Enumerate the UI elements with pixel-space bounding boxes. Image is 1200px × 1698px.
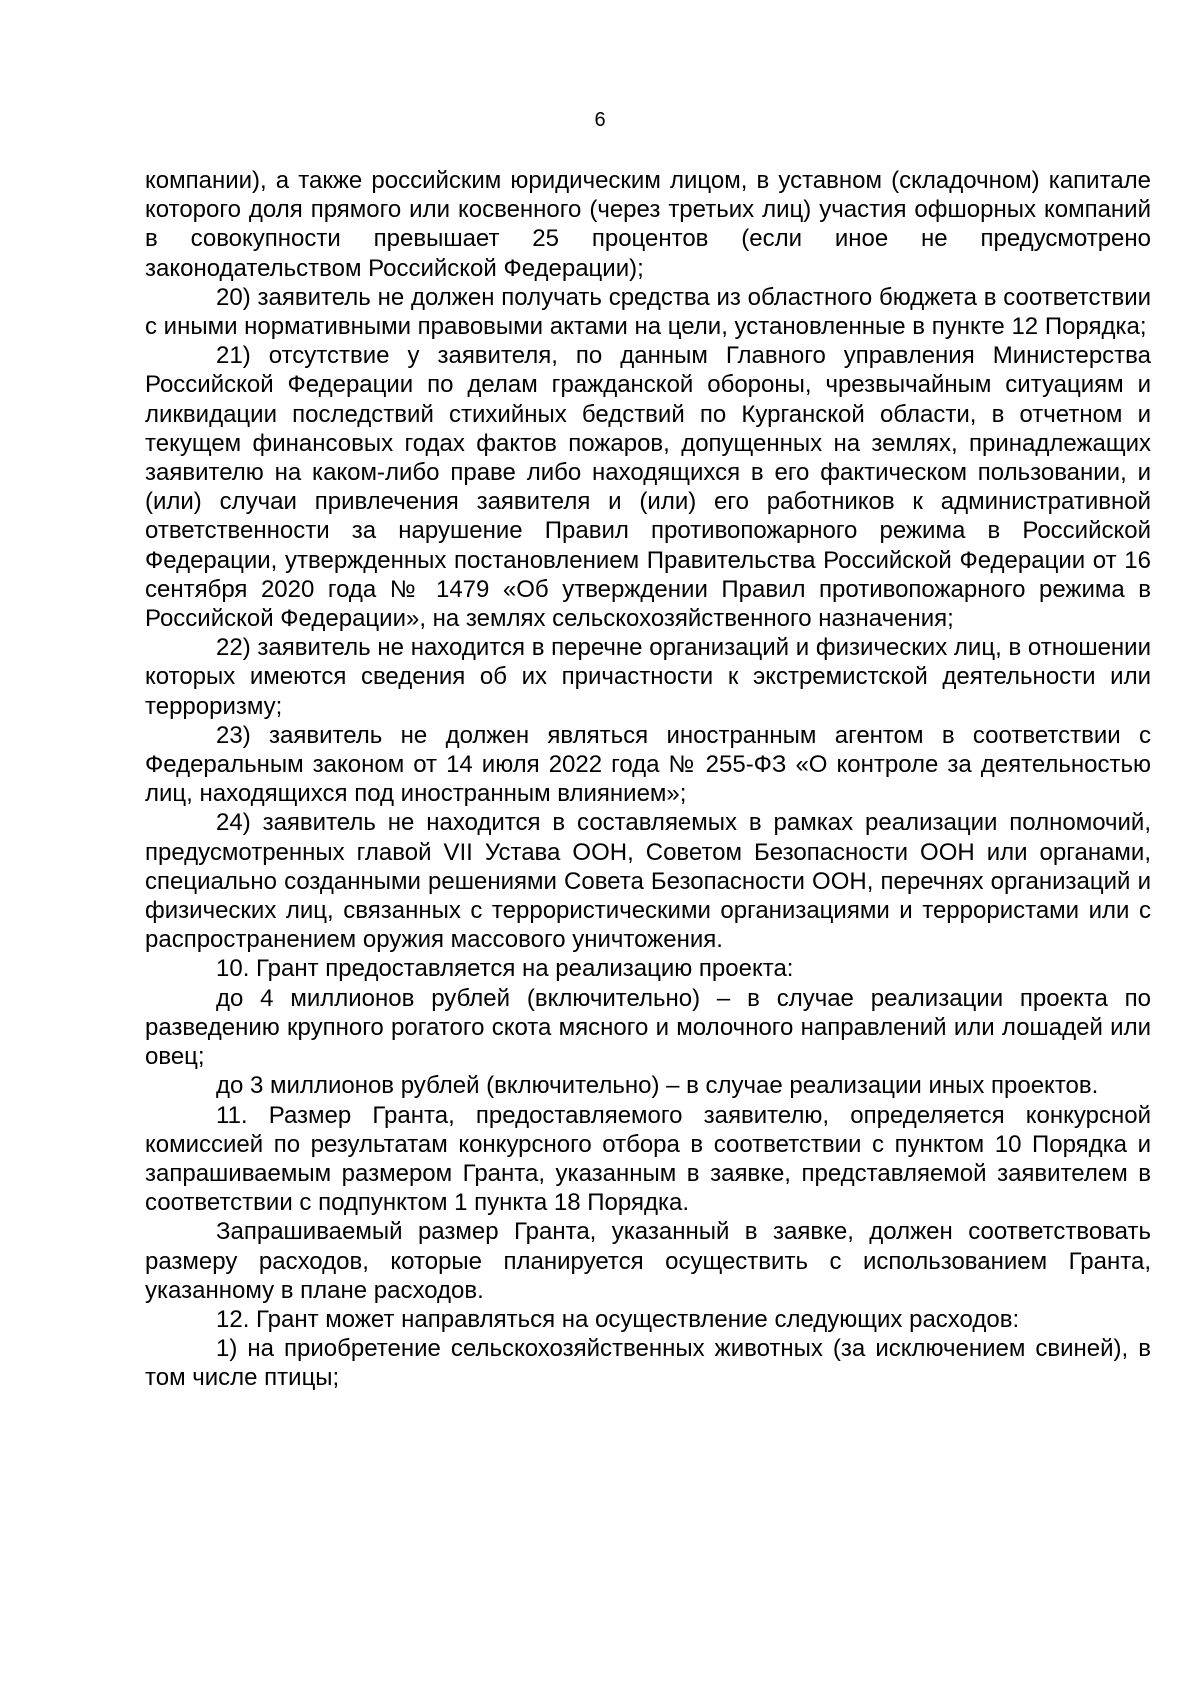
paragraph-grant-limit-4m: до 4 миллионов рублей (включительно) – в случае реализации проекта по разведению крупного рогатого скота мясного и молочного направлений или лошадей или овец; <box>145 984 1151 1071</box>
paragraph-item-20: 20) заявитель не должен получать средства из областного бюджета в соответствии с иными нормативными правовыми актами на цели, установленные в пункте 12 Порядка; <box>145 283 1151 341</box>
paragraph-item-23: 23) заявитель не должен являться иностранным агентом в соответствии с Федеральным законом от 14 июля 2022 года № 255-ФЗ «О контроле за деятельностью лиц, находящихся под иностранным влиянием»; <box>145 721 1151 808</box>
paragraph-clause-10: 10. Грант предоставляется на реализацию проекта: <box>216 955 794 983</box>
paragraph-requested-amount: Запрашиваемый размер Гранта, указанный в заявке, должен соответствовать размеру расходов, которые планируется осуществить с использованием Гранта, указанному в плане расходов. <box>145 1218 1151 1304</box>
document-body <box>145 166 1151 1393</box>
paragraph-clause-11: 11. Размер Гранта, предоставляемого заявителю, определяется конкурсной комиссией по результатам конкурсного отбора в соответствии с пунктом 10 Порядка и запрашиваемым размером Гранта, указанным в заявке, представляемой заявителем в соответствии с подпунктом 1 пункта 18 Порядка. <box>145 1101 1151 1217</box>
paragraph-item-21: 21) отсутствие у заявителя, по данным Главного управления Министерства Российской Федерации по делам гражданской обороны, чрезвычайным ситуациям и ликвидации последствий стихийных бедствий по Курганской области, в отчетном и текущем финансовых годах фактов пожаров, допущенных на землях, принадлежащих заявителю на каком-либо праве либо находящихся в его фактическом пользовании, и (или) случаи привлечения заявителя и (или) его работников к административной ответственности за нарушение Правил противопожарного режима в Российской Федерации, утвержденных постановлением Правительства Российской Федерации от 16 сентября 2020 года № 1479 «Об утверждении Правил противопожарного режима в Российской Федерации», на землях сельскохозяйственного назначения; <box>145 342 1151 633</box>
paragraph-grant-limit-3m: до 3 миллионов рублей (включительно) – в случае реализации иных проектов. <box>216 1072 1099 1100</box>
paragraph-item-22: 22) заявитель не находится в перечне организаций и физических лиц, в отношении которых имеются сведения об их причастности к экстремистской деятельности или терроризму; <box>145 634 1151 720</box>
paragraph-item-24: 24) заявитель не находится в составляемых в рамках реализации полномочий, предусмотренных главой VII Устава ООН, Советом Безопасности ООН или органами, специально созданными решениями Совета Безопасности ООН, перечнях организаций и физических лиц, связанных с террористическими организациями и террористами или с распространением оружия массового уничтожения. <box>145 809 1151 954</box>
paragraph-clause-12: 12. Грант может направляться на осуществление следующих расходов: <box>216 1305 1020 1333</box>
paragraph-expense-item-1: 1) на приобретение сельскохозяйственных животных (за исключением свиней), в том числе птицы; <box>145 1335 1151 1392</box>
page-number: 6 <box>594 109 606 131</box>
paragraph-continuation: компании), а также российским юридическим лицом, в уставном (складочном) капитале которого доля прямого или косвенного (через третьих лиц) участия офшорных компаний в совокупности превышает 25 процентов (если иное не предусмотрено законодательством Российской Федерации); <box>145 167 1151 282</box>
